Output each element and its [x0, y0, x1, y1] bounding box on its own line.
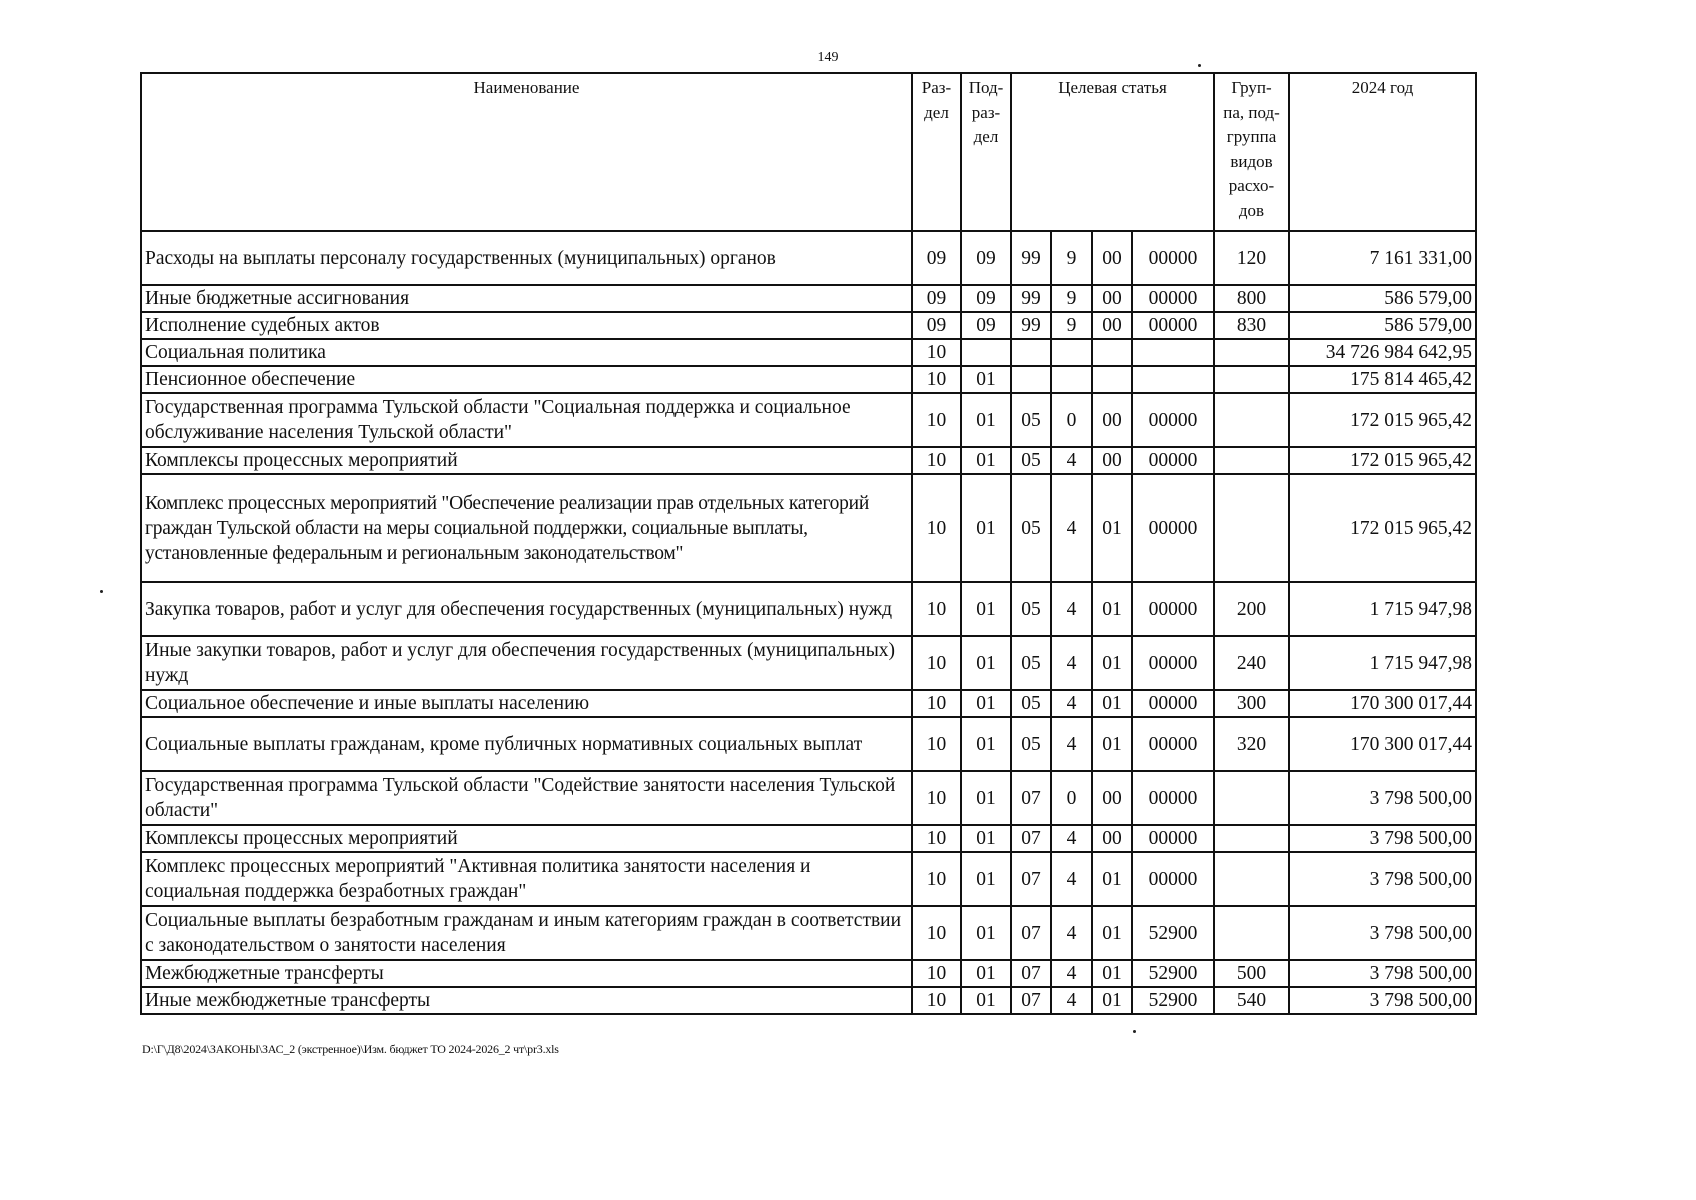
row-code-cs2: 0: [1051, 393, 1092, 447]
row-name: Расходы на выплаты персоналу государственных (муниципальных) органов: [141, 231, 912, 285]
row-code-vr: 830: [1214, 312, 1289, 339]
header-subsection: Под- раз- дел: [961, 73, 1011, 231]
row-code-pr: 09: [961, 231, 1011, 285]
row-amount: 3 798 500,00: [1289, 825, 1476, 852]
row-code-pr: 01: [961, 366, 1011, 393]
row-code-rz: 10: [912, 906, 961, 960]
row-code-vr: [1214, 906, 1289, 960]
row-amount: 7 161 331,00: [1289, 231, 1476, 285]
row-code-pr: [961, 339, 1011, 366]
row-code-vr: [1214, 852, 1289, 906]
row-code-cs1: 05: [1011, 690, 1051, 717]
row-name: Социальные выплаты гражданам, кроме публичных нормативных социальных выплат: [141, 717, 912, 771]
row-code-vr: [1214, 393, 1289, 447]
row-code-rz: 10: [912, 987, 961, 1014]
row-code-rz: 10: [912, 717, 961, 771]
table-row: [141, 231, 1476, 285]
row-code-rz: 10: [912, 366, 961, 393]
row-name: Комплекс процессных мероприятий "Активная политика занятости населения и социальная поддержка безработных граждан": [141, 852, 912, 906]
row-code-cs4: 00000: [1132, 285, 1214, 312]
row-code-cs2: 4: [1051, 987, 1092, 1014]
table-row: [141, 366, 1476, 393]
row-code-cs4: 00000: [1132, 312, 1214, 339]
row-code-rz: 10: [912, 852, 961, 906]
row-code-cs1: 07: [1011, 852, 1051, 906]
row-code-cs1: [1011, 366, 1051, 393]
row-code-cs4: 52900: [1132, 960, 1214, 987]
row-code-cs1: 05: [1011, 474, 1051, 582]
header-expense-group: Груп- па, под- группа видов расхо- дов: [1214, 73, 1289, 231]
row-code-rz: 10: [912, 960, 961, 987]
row-code-cs4: 00000: [1132, 636, 1214, 690]
row-code-cs4: 00000: [1132, 447, 1214, 474]
row-amount: 3 798 500,00: [1289, 987, 1476, 1014]
row-code-cs2: 4: [1051, 906, 1092, 960]
row-code-rz: 10: [912, 582, 961, 636]
row-code-pr: 01: [961, 636, 1011, 690]
row-code-cs4: 00000: [1132, 852, 1214, 906]
row-code-cs2: 4: [1051, 636, 1092, 690]
row-amount: 34 726 984 642,95: [1289, 339, 1476, 366]
row-code-vr: 200: [1214, 582, 1289, 636]
row-code-cs2: 9: [1051, 231, 1092, 285]
budget-table: [140, 72, 1477, 1015]
row-code-pr: 01: [961, 852, 1011, 906]
row-code-cs2: 9: [1051, 285, 1092, 312]
row-amount: 586 579,00: [1289, 312, 1476, 339]
row-code-rz: 10: [912, 636, 961, 690]
row-code-vr: 300: [1214, 690, 1289, 717]
row-code-vr: [1214, 771, 1289, 825]
table-row: [141, 582, 1476, 636]
row-code-vr: 800: [1214, 285, 1289, 312]
row-code-pr: 01: [961, 582, 1011, 636]
row-code-cs4: 00000: [1132, 582, 1214, 636]
row-code-cs2: 4: [1051, 717, 1092, 771]
row-code-vr: 540: [1214, 987, 1289, 1014]
row-code-cs2: 9: [1051, 312, 1092, 339]
row-code-pr: 01: [961, 960, 1011, 987]
table-row: [141, 987, 1476, 1014]
row-name: Иные бюджетные ассигнования: [141, 285, 912, 312]
row-name: Государственная программа Тульской области "Социальная поддержка и социальное обслуживание населения Тульской области": [141, 393, 912, 447]
table-row: [141, 636, 1476, 690]
row-code-pr: 01: [961, 690, 1011, 717]
table-row: [141, 906, 1476, 960]
row-code-cs2: 4: [1051, 825, 1092, 852]
row-code-cs3: [1092, 366, 1132, 393]
row-code-cs4: 00000: [1132, 771, 1214, 825]
row-name: Комплексы процессных мероприятий: [141, 447, 912, 474]
row-name: Социальное обеспечение и иные выплаты населению: [141, 690, 912, 717]
row-code-pr: 09: [961, 285, 1011, 312]
row-code-vr: 320: [1214, 717, 1289, 771]
row-code-cs2: 4: [1051, 690, 1092, 717]
row-code-cs1: 07: [1011, 960, 1051, 987]
row-code-cs1: 05: [1011, 393, 1051, 447]
table-row: [141, 825, 1476, 852]
row-code-vr: 500: [1214, 960, 1289, 987]
table-row: [141, 717, 1476, 771]
row-code-cs4: 00000: [1132, 474, 1214, 582]
row-code-cs2: [1051, 366, 1092, 393]
row-code-cs1: 05: [1011, 636, 1051, 690]
row-code-rz: 10: [912, 690, 961, 717]
row-code-pr: 01: [961, 987, 1011, 1014]
row-code-rz: 10: [912, 339, 961, 366]
row-code-cs4: 00000: [1132, 825, 1214, 852]
row-code-cs1: 05: [1011, 582, 1051, 636]
row-name: Пенсионное обеспечение: [141, 366, 912, 393]
row-code-cs1: [1011, 339, 1051, 366]
row-code-cs4: [1132, 366, 1214, 393]
row-code-vr: [1214, 447, 1289, 474]
header-target-article: Целевая статья: [1011, 73, 1214, 231]
row-code-cs4: 00000: [1132, 231, 1214, 285]
row-name: Закупка товаров, работ и услуг для обеспечения государственных (муниципальных) нужд: [141, 582, 912, 636]
row-code-cs1: 99: [1011, 312, 1051, 339]
row-code-rz: 10: [912, 825, 961, 852]
row-amount: 1 715 947,98: [1289, 582, 1476, 636]
row-code-cs3: 00: [1092, 825, 1132, 852]
row-code-pr: 01: [961, 771, 1011, 825]
row-amount: 3 798 500,00: [1289, 771, 1476, 825]
table-row: [141, 852, 1476, 906]
row-code-vr: 120: [1214, 231, 1289, 285]
row-code-cs3: 01: [1092, 474, 1132, 582]
row-code-cs3: 01: [1092, 906, 1132, 960]
file-path-footer: D:\Г\Д8\2024\ЗАКОНЫ\ЗАС_2 (экстренное)\Изм. бюджет ТО 2024-2026_2 чт\pr3.xls: [142, 1042, 559, 1056]
row-amount: 3 798 500,00: [1289, 852, 1476, 906]
row-code-rz: 09: [912, 312, 961, 339]
row-name: Государственная программа Тульской области "Содействие занятости населения Тульской области": [141, 771, 912, 825]
row-name: Комплексы процессных мероприятий: [141, 825, 912, 852]
row-amount: 172 015 965,42: [1289, 474, 1476, 582]
table-row: [141, 312, 1476, 339]
row-code-pr: 01: [961, 906, 1011, 960]
row-code-cs2: [1051, 339, 1092, 366]
row-code-cs3: 00: [1092, 393, 1132, 447]
row-code-vr: [1214, 339, 1289, 366]
row-amount: 1 715 947,98: [1289, 636, 1476, 690]
row-code-vr: [1214, 825, 1289, 852]
row-code-cs3: 01: [1092, 690, 1132, 717]
row-code-pr: 09: [961, 312, 1011, 339]
row-code-rz: 10: [912, 771, 961, 825]
row-code-cs3: 01: [1092, 987, 1132, 1014]
row-code-cs2: 4: [1051, 474, 1092, 582]
row-name: Исполнение судебных актов: [141, 312, 912, 339]
row-code-cs2: 4: [1051, 852, 1092, 906]
row-code-rz: 09: [912, 231, 961, 285]
row-name: Социальная политика: [141, 339, 912, 366]
row-name: Межбюджетные трансферты: [141, 960, 912, 987]
row-code-vr: 240: [1214, 636, 1289, 690]
row-code-cs4: 00000: [1132, 393, 1214, 447]
row-code-cs3: 00: [1092, 771, 1132, 825]
row-amount: 3 798 500,00: [1289, 960, 1476, 987]
row-code-cs3: 00: [1092, 447, 1132, 474]
row-code-cs3: [1092, 339, 1132, 366]
table-row: [141, 393, 1476, 447]
row-amount: 172 015 965,42: [1289, 447, 1476, 474]
row-name: Комплекс процессных мероприятий "Обеспечение реализации прав отдельных категорий граждан Тульской области на меры социальной поддержки, социальные выплаты, установленные федеральным и региональным законодательством": [141, 474, 912, 582]
row-code-pr: 01: [961, 474, 1011, 582]
row-code-pr: 01: [961, 825, 1011, 852]
row-code-cs3: 00: [1092, 312, 1132, 339]
row-code-cs2: 4: [1051, 447, 1092, 474]
page-number: 149: [817, 50, 839, 65]
row-code-cs2: 4: [1051, 960, 1092, 987]
table-row: [141, 285, 1476, 312]
row-code-cs2: 4: [1051, 582, 1092, 636]
row-code-vr: [1214, 366, 1289, 393]
table-row: [141, 690, 1476, 717]
row-code-cs1: 07: [1011, 987, 1051, 1014]
table-row: [141, 339, 1476, 366]
row-code-cs3: 01: [1092, 582, 1132, 636]
scan-speck: [100, 590, 103, 593]
row-amount: 586 579,00: [1289, 285, 1476, 312]
header-section: Раз- дел: [912, 73, 961, 231]
row-code-cs3: 01: [1092, 636, 1132, 690]
row-code-cs2: 0: [1051, 771, 1092, 825]
header-year: 2024 год: [1289, 73, 1476, 231]
row-amount: 170 300 017,44: [1289, 690, 1476, 717]
row-code-cs1: 07: [1011, 771, 1051, 825]
row-code-cs1: 07: [1011, 906, 1051, 960]
row-code-cs3: 01: [1092, 852, 1132, 906]
row-name: Социальные выплаты безработным гражданам и иным категориям граждан в соответствии с законодательством о занятости населения: [141, 906, 912, 960]
row-code-rz: 09: [912, 285, 961, 312]
row-code-rz: 10: [912, 447, 961, 474]
table-row: [141, 474, 1476, 582]
table-row: [141, 447, 1476, 474]
row-code-cs4: 52900: [1132, 906, 1214, 960]
row-code-cs4: 00000: [1132, 717, 1214, 771]
header-name: Наименование: [141, 73, 912, 231]
row-code-vr: [1214, 474, 1289, 582]
row-amount: 3 798 500,00: [1289, 906, 1476, 960]
header-row: [141, 73, 1476, 231]
row-code-cs1: 05: [1011, 447, 1051, 474]
row-amount: 172 015 965,42: [1289, 393, 1476, 447]
row-code-pr: 01: [961, 447, 1011, 474]
row-code-cs1: 99: [1011, 231, 1051, 285]
row-code-cs4: 00000: [1132, 690, 1214, 717]
row-code-cs4: 52900: [1132, 987, 1214, 1014]
row-code-cs3: 00: [1092, 231, 1132, 285]
row-code-cs4: [1132, 339, 1214, 366]
row-code-rz: 10: [912, 393, 961, 447]
row-code-cs1: 99: [1011, 285, 1051, 312]
row-amount: 170 300 017,44: [1289, 717, 1476, 771]
row-code-cs1: 05: [1011, 717, 1051, 771]
row-code-cs3: 01: [1092, 960, 1132, 987]
scan-speck: [1198, 64, 1201, 67]
row-code-pr: 01: [961, 393, 1011, 447]
row-code-pr: 01: [961, 717, 1011, 771]
table-row: [141, 771, 1476, 825]
table-row: [141, 960, 1476, 987]
row-code-rz: 10: [912, 474, 961, 582]
row-code-cs3: 01: [1092, 717, 1132, 771]
row-code-cs1: 07: [1011, 825, 1051, 852]
scan-speck: [1133, 1030, 1136, 1033]
row-name: Иные закупки товаров, работ и услуг для обеспечения государственных (муниципальных) нужд: [141, 636, 912, 690]
row-name: Иные межбюджетные трансферты: [141, 987, 912, 1014]
row-amount: 175 814 465,42: [1289, 366, 1476, 393]
row-code-cs3: 00: [1092, 285, 1132, 312]
